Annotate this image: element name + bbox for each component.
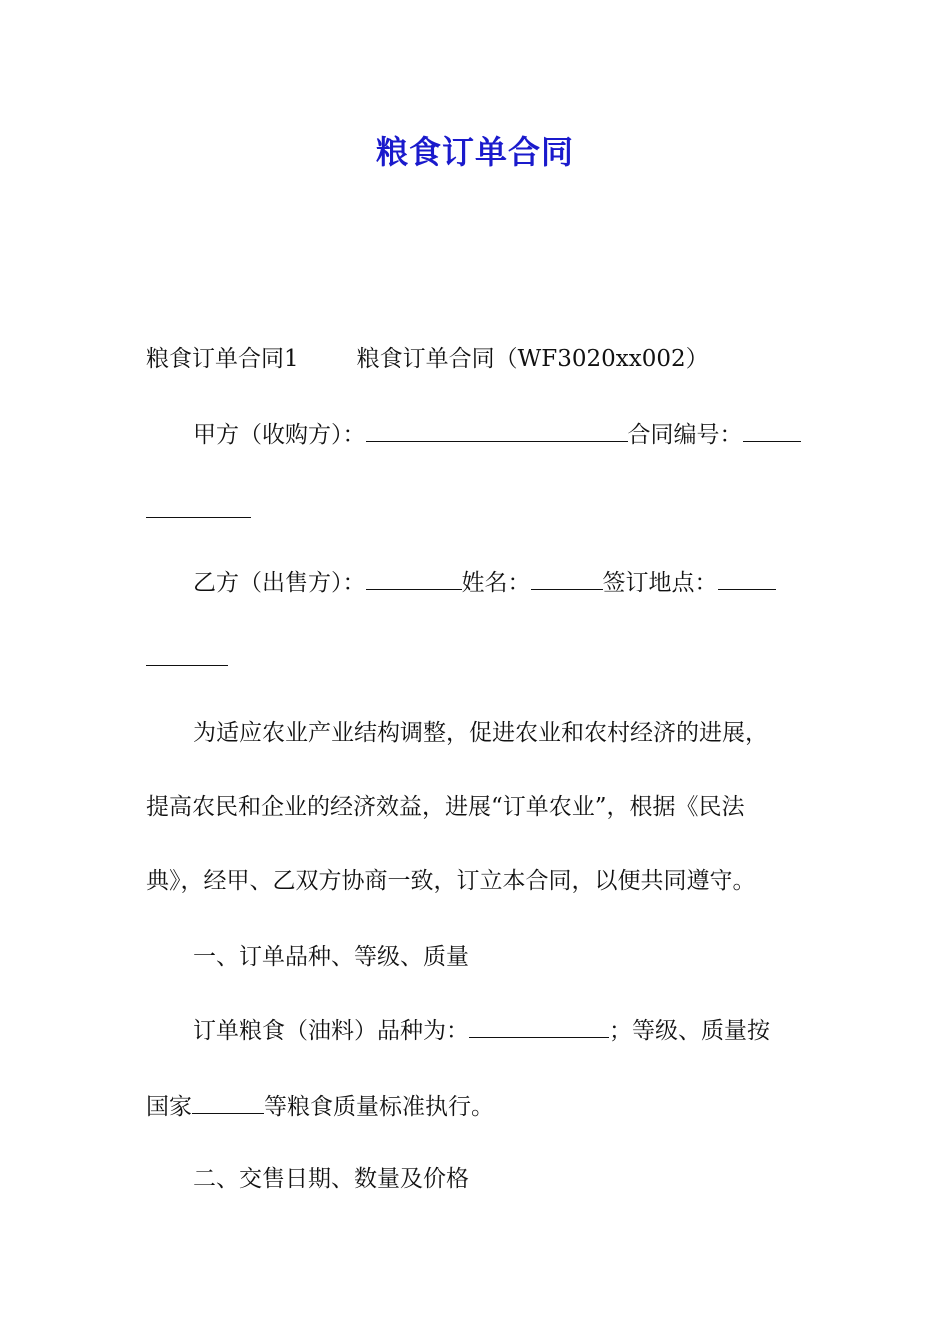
intro-line-3: 典》，经甲、乙双方协商一致，订立本合同，以便共同遵守。 — [146, 868, 756, 894]
sign-place-blank-2 — [146, 647, 228, 666]
standard-text: 等粮食质量标准执行。 — [264, 1094, 494, 1120]
party-b-label: 乙方（出售方）： — [193, 570, 366, 596]
heading-right: 粮食订单合同（WF3020xx002） — [356, 346, 709, 372]
sign-place-blank — [718, 571, 776, 590]
party-a-label: 甲方（收购方）： — [193, 422, 366, 448]
grade-blank — [192, 1095, 264, 1114]
national-label: 国家 — [146, 1094, 192, 1120]
party-a-blank — [366, 423, 628, 442]
heading-left: 粮食订单合同1 — [146, 346, 299, 372]
sign-place-label: 签订地点： — [602, 570, 718, 596]
heading-line — [146, 342, 810, 376]
contract-no-blank-2 — [146, 499, 251, 518]
grade-quality-text: ；等级、质量按 — [609, 1018, 770, 1044]
intro-line-2: 提高农民和企业的经济效益，进展“订单农业”，根据《民法 — [146, 794, 745, 820]
contract-no-blank-continued — [146, 494, 810, 528]
contract-no-label: 合同编号： — [627, 422, 743, 448]
name-label: 姓名： — [461, 570, 531, 596]
section-1-title: 一、订单品种、等级、质量 — [193, 944, 469, 970]
section-2-title: 二、交售日期、数量及价格 — [193, 1166, 469, 1192]
intro-line-1: 为适应农业产业结构调整，促进农业和农村经济的进展， — [193, 720, 768, 746]
variety-blank — [469, 1019, 609, 1038]
section-1-paragraph-line-2 — [146, 1090, 810, 1124]
document-title: 粮食订单合同 — [375, 133, 574, 171]
variety-label: 订单粮食（油料）品种为： — [193, 1018, 469, 1044]
section-1-paragraph-line-1 — [193, 1014, 810, 1048]
contract-no-blank — [743, 423, 801, 442]
name-blank — [531, 571, 603, 590]
party-b-line — [193, 566, 810, 600]
party-a-line — [193, 418, 810, 452]
sign-place-blank-continued — [146, 642, 810, 676]
party-b-blank — [366, 571, 462, 590]
